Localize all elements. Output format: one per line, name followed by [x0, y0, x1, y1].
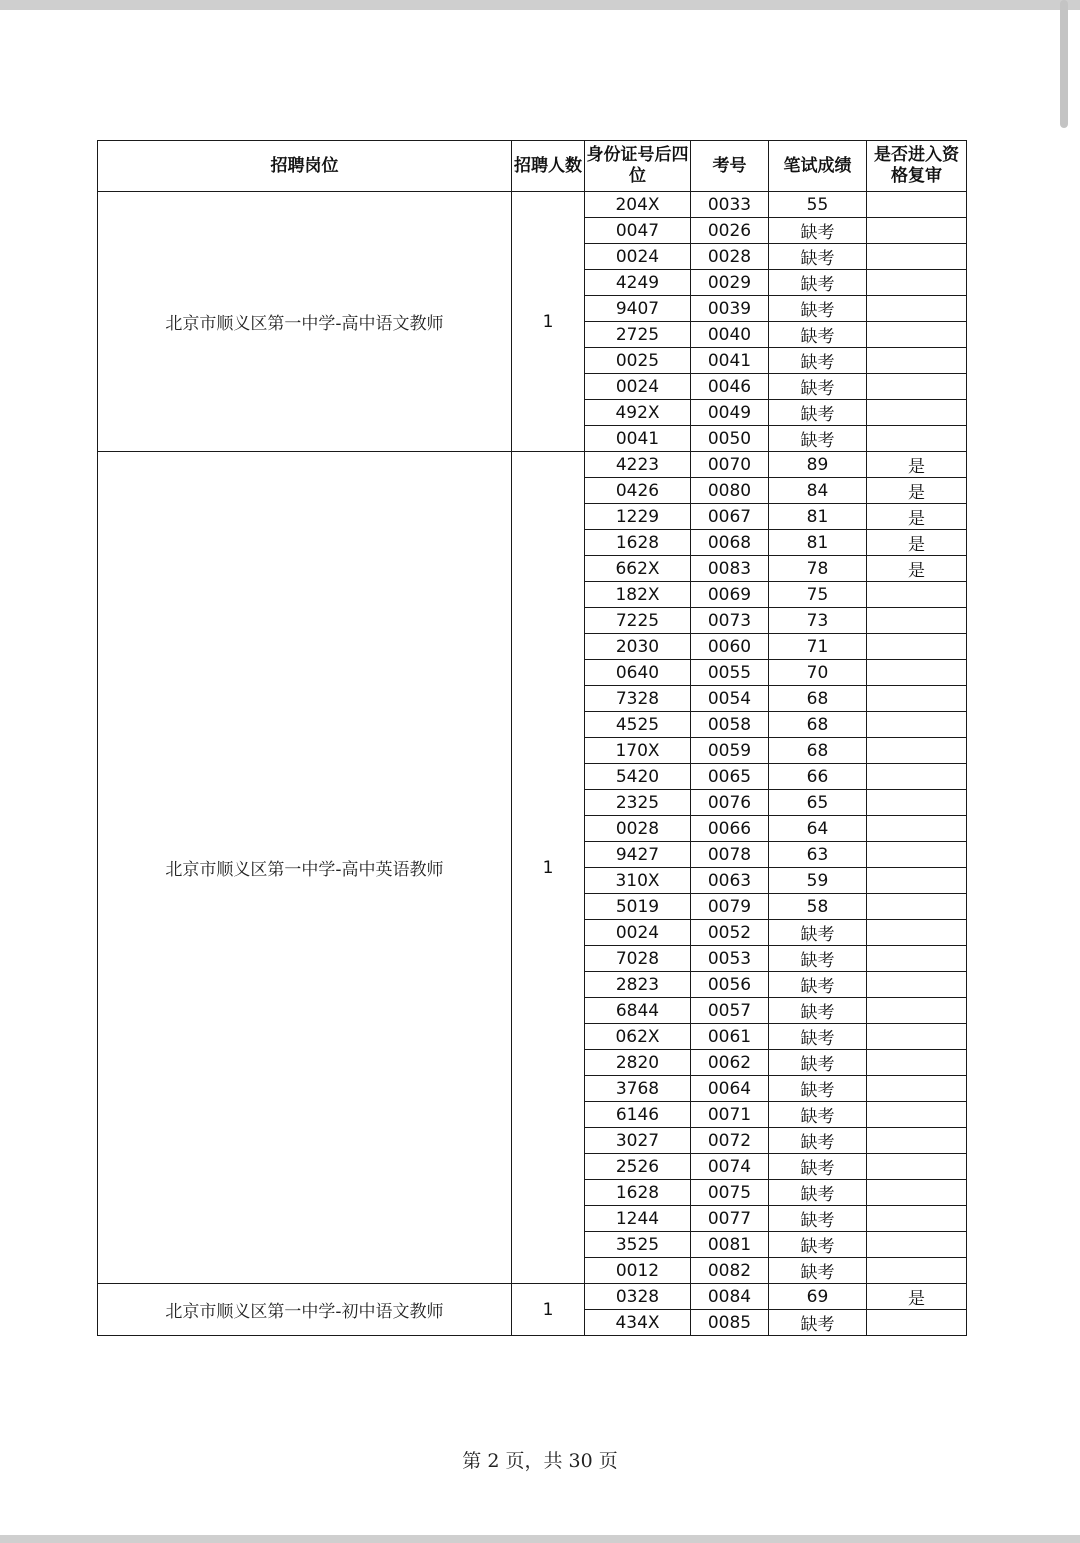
exam-no-cell: 0039 [691, 296, 769, 322]
review-status-cell [867, 1310, 967, 1336]
id-last4-cell: 5420 [585, 764, 691, 790]
id-last4-cell: 204X [585, 192, 691, 218]
exam-no-cell: 0067 [691, 504, 769, 530]
exam-no-cell: 0080 [691, 478, 769, 504]
exam-no-cell: 0057 [691, 998, 769, 1024]
score-cell: 缺考 [769, 972, 867, 998]
review-status-cell [867, 1180, 967, 1206]
exam-no-cell: 0053 [691, 946, 769, 972]
review-status-cell [867, 712, 967, 738]
exam-no-cell: 0060 [691, 634, 769, 660]
exam-no-cell: 0073 [691, 608, 769, 634]
page-number: 第 2 页，共 30 页 [462, 1450, 618, 1472]
id-last4-cell: 434X [585, 1310, 691, 1336]
exam-no-cell: 0026 [691, 218, 769, 244]
score-cell: 缺考 [769, 244, 867, 270]
review-status-cell [867, 842, 967, 868]
id-last4-cell: 7328 [585, 686, 691, 712]
id-last4-cell: 0041 [585, 426, 691, 452]
review-status-cell: 是 [867, 504, 967, 530]
id-last4-cell: 3768 [585, 1076, 691, 1102]
id-last4-cell: 6146 [585, 1102, 691, 1128]
id-last4-cell: 170X [585, 738, 691, 764]
review-status-cell [867, 1154, 967, 1180]
review-status-cell [867, 374, 967, 400]
review-status-cell [867, 218, 967, 244]
id-last4-cell: 0426 [585, 478, 691, 504]
table-body [98, 192, 967, 1336]
score-cell: 缺考 [769, 946, 867, 972]
id-last4-cell: 0640 [585, 660, 691, 686]
exam-no-cell: 0028 [691, 244, 769, 270]
score-cell: 70 [769, 660, 867, 686]
exam-no-cell: 0074 [691, 1154, 769, 1180]
score-cell: 缺考 [769, 998, 867, 1024]
review-status-cell [867, 972, 967, 998]
position-cell: 北京市顺义区第一中学-高中英语教师 [98, 452, 512, 1284]
exam-no-cell: 0070 [691, 452, 769, 478]
exam-no-cell: 0061 [691, 1024, 769, 1050]
score-cell: 缺考 [769, 218, 867, 244]
id-last4-cell: 1628 [585, 530, 691, 556]
score-cell: 75 [769, 582, 867, 608]
review-status-cell [867, 1258, 967, 1284]
score-cell: 缺考 [769, 1128, 867, 1154]
viewer-bottom-bar [0, 1535, 1080, 1543]
score-cell: 81 [769, 504, 867, 530]
review-status-cell [867, 1128, 967, 1154]
viewer-top-bar [0, 0, 1080, 10]
exam-no-cell: 0063 [691, 868, 769, 894]
id-last4-cell: 0328 [585, 1284, 691, 1310]
exam-no-cell: 0033 [691, 192, 769, 218]
id-last4-cell: 2030 [585, 634, 691, 660]
score-cell: 缺考 [769, 348, 867, 374]
quota-cell: 1 [512, 452, 585, 1284]
review-status-cell [867, 1206, 967, 1232]
score-cell: 缺考 [769, 1050, 867, 1076]
exam-no-cell: 0066 [691, 816, 769, 842]
review-status-cell [867, 270, 967, 296]
score-cell: 71 [769, 634, 867, 660]
id-last4-cell: 062X [585, 1024, 691, 1050]
review-status-cell [867, 1232, 967, 1258]
review-status-cell: 是 [867, 478, 967, 504]
id-last4-cell: 6844 [585, 998, 691, 1024]
score-cell: 缺考 [769, 1206, 867, 1232]
exam-no-cell: 0040 [691, 322, 769, 348]
score-cell: 缺考 [769, 426, 867, 452]
header-exam-no: 考号 [691, 141, 769, 192]
header-id-last4: 身份证号后四位 [585, 141, 691, 192]
score-cell: 84 [769, 478, 867, 504]
score-cell: 缺考 [769, 1024, 867, 1050]
review-status-cell: 是 [867, 530, 967, 556]
exam-no-cell: 0065 [691, 764, 769, 790]
header-quota: 招聘人数 [512, 141, 585, 192]
score-cell: 59 [769, 868, 867, 894]
score-cell: 68 [769, 738, 867, 764]
exam-no-cell: 0075 [691, 1180, 769, 1206]
table-row [98, 452, 967, 478]
review-status-cell [867, 1076, 967, 1102]
review-status-cell [867, 790, 967, 816]
exam-no-cell: 0049 [691, 400, 769, 426]
review-status-cell [867, 998, 967, 1024]
score-cell: 66 [769, 764, 867, 790]
exam-no-cell: 0077 [691, 1206, 769, 1232]
exam-no-cell: 0058 [691, 712, 769, 738]
id-last4-cell: 4525 [585, 712, 691, 738]
score-cell: 81 [769, 530, 867, 556]
exam-no-cell: 0056 [691, 972, 769, 998]
review-status-cell [867, 686, 967, 712]
review-status-cell [867, 296, 967, 322]
id-last4-cell: 2526 [585, 1154, 691, 1180]
review-status-cell [867, 1102, 967, 1128]
score-cell: 缺考 [769, 374, 867, 400]
id-last4-cell: 2325 [585, 790, 691, 816]
exam-no-cell: 0029 [691, 270, 769, 296]
review-status-cell [867, 738, 967, 764]
table-row [98, 192, 967, 218]
id-last4-cell: 3027 [585, 1128, 691, 1154]
exam-no-cell: 0071 [691, 1102, 769, 1128]
id-last4-cell: 492X [585, 400, 691, 426]
id-last4-cell: 9427 [585, 842, 691, 868]
score-cell: 64 [769, 816, 867, 842]
review-status-cell [867, 244, 967, 270]
id-last4-cell: 0047 [585, 218, 691, 244]
id-last4-cell: 310X [585, 868, 691, 894]
exam-no-cell: 0083 [691, 556, 769, 582]
exam-no-cell: 0069 [691, 582, 769, 608]
score-cell: 缺考 [769, 270, 867, 296]
score-cell: 69 [769, 1284, 867, 1310]
score-cell: 缺考 [769, 1310, 867, 1336]
id-last4-cell: 3525 [585, 1232, 691, 1258]
vertical-scrollbar[interactable] [1060, 0, 1068, 128]
id-last4-cell: 0025 [585, 348, 691, 374]
id-last4-cell: 9407 [585, 296, 691, 322]
id-last4-cell: 4249 [585, 270, 691, 296]
review-status-cell: 是 [867, 1284, 967, 1310]
review-status-cell [867, 816, 967, 842]
id-last4-cell: 2820 [585, 1050, 691, 1076]
position-cell: 北京市顺义区第一中学-初中语文教师 [98, 1284, 512, 1336]
exam-no-cell: 0082 [691, 1258, 769, 1284]
id-last4-cell: 1244 [585, 1206, 691, 1232]
review-status-cell [867, 1024, 967, 1050]
score-cell: 73 [769, 608, 867, 634]
review-status-cell [867, 322, 967, 348]
exam-no-cell: 0062 [691, 1050, 769, 1076]
exam-no-cell: 0055 [691, 660, 769, 686]
exam-no-cell: 0085 [691, 1310, 769, 1336]
score-cell: 缺考 [769, 1154, 867, 1180]
score-cell: 68 [769, 712, 867, 738]
review-status-cell [867, 946, 967, 972]
review-status-cell [867, 660, 967, 686]
exam-no-cell: 0072 [691, 1128, 769, 1154]
review-status-cell [867, 634, 967, 660]
id-last4-cell: 2823 [585, 972, 691, 998]
review-status-cell [867, 764, 967, 790]
score-cell: 63 [769, 842, 867, 868]
review-status-cell: 是 [867, 452, 967, 478]
exam-no-cell: 0052 [691, 920, 769, 946]
review-status-cell [867, 608, 967, 634]
id-last4-cell: 662X [585, 556, 691, 582]
exam-no-cell: 0084 [691, 1284, 769, 1310]
score-cell: 58 [769, 894, 867, 920]
exam-no-cell: 0050 [691, 426, 769, 452]
id-last4-cell: 2725 [585, 322, 691, 348]
exam-score-table [97, 140, 967, 1336]
review-status-cell [867, 920, 967, 946]
score-cell: 缺考 [769, 1180, 867, 1206]
exam-no-cell: 0068 [691, 530, 769, 556]
id-last4-cell: 7225 [585, 608, 691, 634]
position-cell: 北京市顺义区第一中学-高中语文教师 [98, 192, 512, 452]
review-status-cell [867, 868, 967, 894]
id-last4-cell: 1628 [585, 1180, 691, 1206]
id-last4-cell: 0024 [585, 920, 691, 946]
score-cell: 缺考 [769, 920, 867, 946]
score-cell: 68 [769, 686, 867, 712]
exam-no-cell: 0081 [691, 1232, 769, 1258]
id-last4-cell: 182X [585, 582, 691, 608]
table-header-row [98, 141, 967, 192]
id-last4-cell: 4223 [585, 452, 691, 478]
score-cell: 缺考 [769, 322, 867, 348]
id-last4-cell: 0012 [585, 1258, 691, 1284]
exam-no-cell: 0079 [691, 894, 769, 920]
score-cell: 缺考 [769, 1258, 867, 1284]
review-status-cell [867, 192, 967, 218]
review-status-cell [867, 582, 967, 608]
id-last4-cell: 0024 [585, 244, 691, 270]
header-score: 笔试成绩 [769, 141, 867, 192]
quota-cell: 1 [512, 1284, 585, 1336]
score-cell: 55 [769, 192, 867, 218]
score-cell: 缺考 [769, 400, 867, 426]
review-status-cell [867, 894, 967, 920]
table-row [98, 1284, 967, 1310]
exam-no-cell: 0064 [691, 1076, 769, 1102]
exam-no-cell: 0078 [691, 842, 769, 868]
id-last4-cell: 1229 [585, 504, 691, 530]
exam-no-cell: 0041 [691, 348, 769, 374]
review-status-cell [867, 426, 967, 452]
score-cell: 78 [769, 556, 867, 582]
id-last4-cell: 0024 [585, 374, 691, 400]
id-last4-cell: 0028 [585, 816, 691, 842]
exam-no-cell: 0059 [691, 738, 769, 764]
id-last4-cell: 7028 [585, 946, 691, 972]
review-status-cell [867, 400, 967, 426]
header-review: 是否进入资格复审 [867, 141, 967, 192]
exam-no-cell: 0054 [691, 686, 769, 712]
id-last4-cell: 5019 [585, 894, 691, 920]
review-status-cell [867, 1050, 967, 1076]
score-cell: 89 [769, 452, 867, 478]
score-cell: 缺考 [769, 1102, 867, 1128]
score-cell: 缺考 [769, 1232, 867, 1258]
quota-cell: 1 [512, 192, 585, 452]
exam-no-cell: 0076 [691, 790, 769, 816]
score-cell: 缺考 [769, 296, 867, 322]
review-status-cell [867, 348, 967, 374]
score-cell: 缺考 [769, 1076, 867, 1102]
exam-no-cell: 0046 [691, 374, 769, 400]
score-cell: 65 [769, 790, 867, 816]
header-position: 招聘岗位 [98, 141, 512, 192]
review-status-cell: 是 [867, 556, 967, 582]
